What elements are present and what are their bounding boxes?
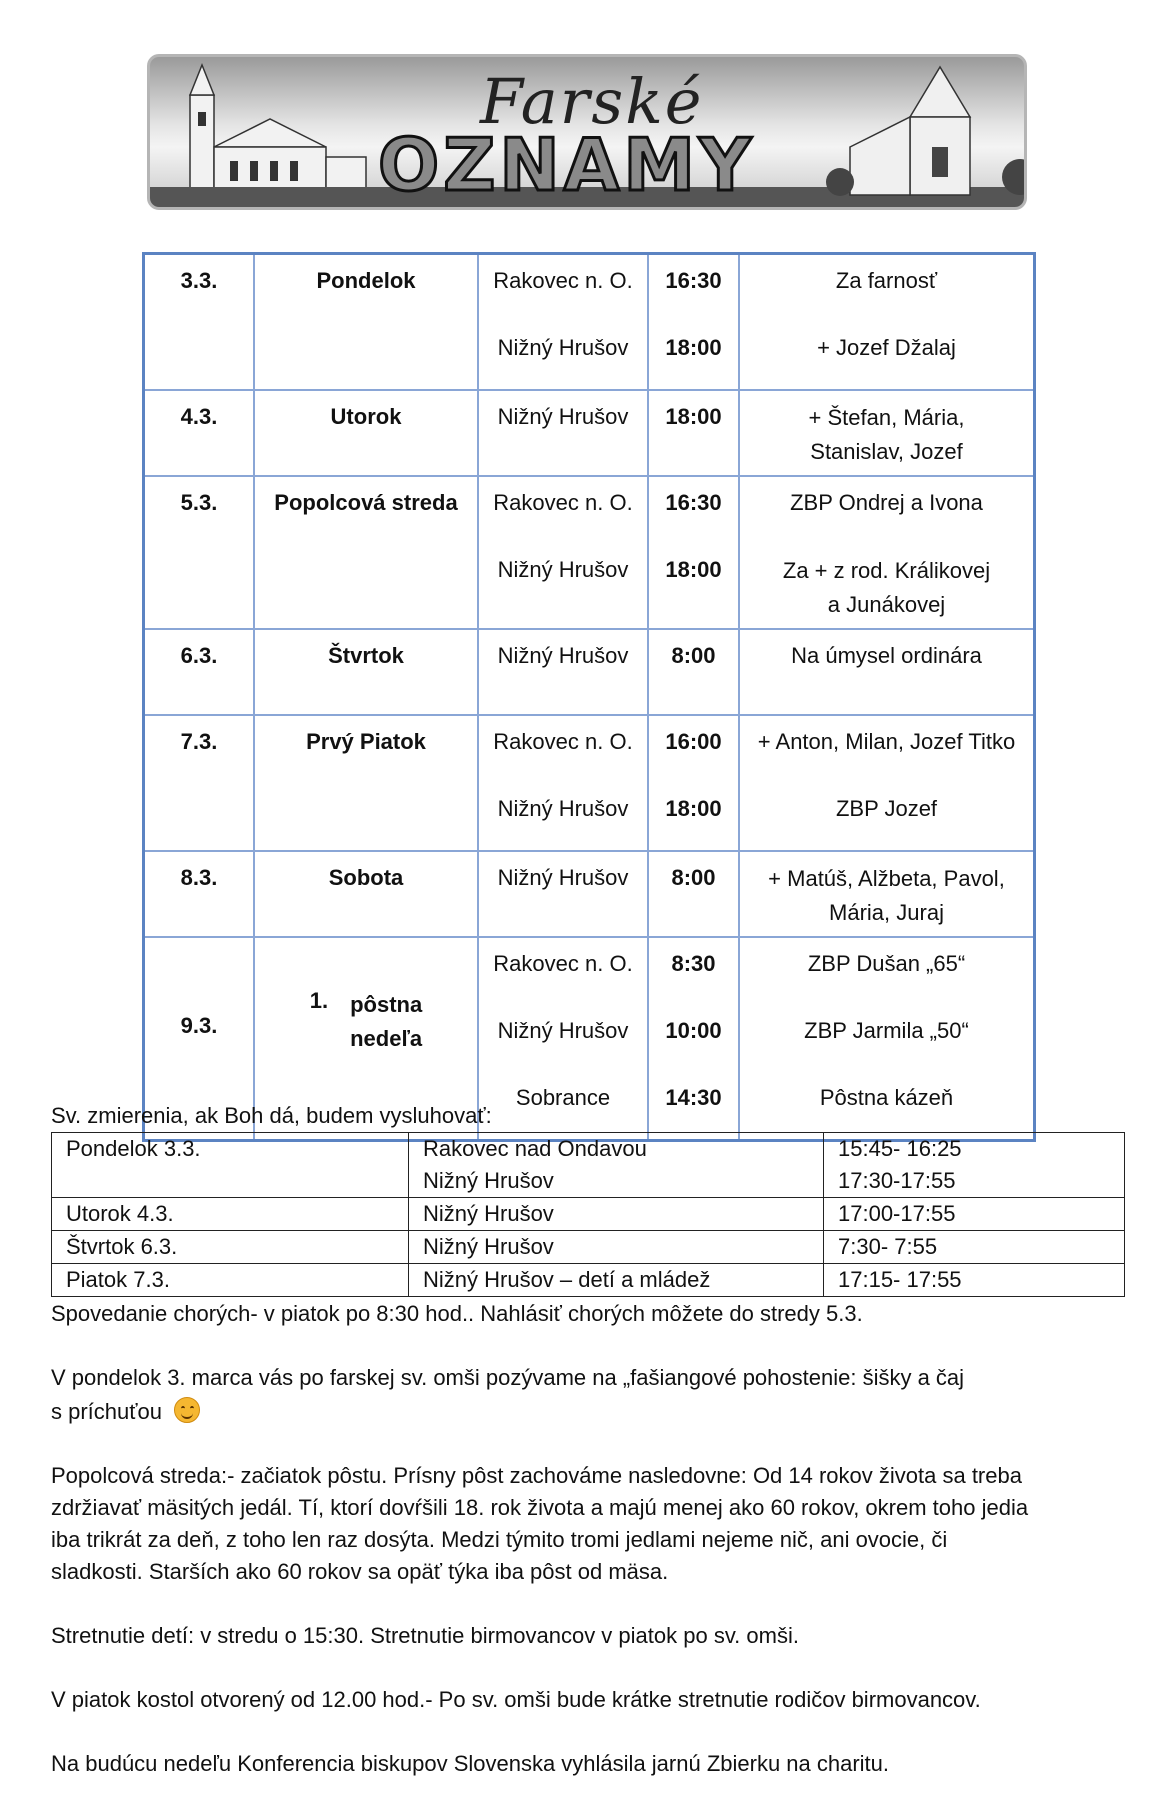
day-cell bbox=[255, 938, 477, 1056]
confession-place: Rakovec nad Ondavou bbox=[423, 1136, 647, 1161]
table-row bbox=[144, 851, 1035, 937]
place-cell: Rakovec n. O. bbox=[493, 490, 633, 515]
table-row bbox=[52, 1133, 1125, 1198]
intention-cell-line2: Stanislav, Jozef bbox=[810, 439, 963, 464]
notice-charity: Na budúcu nedeľu Konferencia biskupov Slovenska vyhlásila jarnú Zbierku na charitu. bbox=[51, 1751, 890, 1776]
table-row bbox=[144, 390, 1035, 476]
intention-cell: + Štefan, Mária, bbox=[808, 405, 965, 430]
notice-sick: Spovedanie chorých- v piatok po 8:30 hod.. Nahlásiť chorých môžete do stredy 5.3. bbox=[51, 1301, 863, 1326]
intention-cell: + Matúš, Alžbeta, Pavol, bbox=[768, 866, 1005, 891]
header-banner bbox=[147, 54, 1027, 210]
place-cell: Nižný Hrušov bbox=[497, 643, 629, 668]
intention-cell: Na úmysel ordinára bbox=[791, 643, 982, 668]
place-cell: Nižný Hrušov bbox=[497, 335, 629, 360]
intention-cell: Pôstna kázeň bbox=[819, 1085, 954, 1110]
day-cell: Utorok bbox=[330, 404, 402, 429]
table-row bbox=[144, 715, 1035, 851]
confession-time: 7:30- 7:55 bbox=[838, 1234, 938, 1259]
notice-meetings: Stretnutie detí: v stredu o 15:30. Stretnutie birmovancov v piatok po sv. omši. bbox=[51, 1623, 799, 1648]
confession-time: 17:15- 17:55 bbox=[838, 1267, 962, 1292]
smiley-icon bbox=[174, 1397, 200, 1423]
confession-place: Nižný Hrušov bbox=[423, 1201, 554, 1226]
time-cell: 14:30 bbox=[665, 1085, 722, 1110]
notice-friday: V piatok kostol otvorený od 12.00 hod.- Po sv. omši bude krátke stretnutie rodičov birmovancov. bbox=[51, 1687, 981, 1712]
place-cell: Rakovec n. O. bbox=[493, 268, 633, 293]
table-row bbox=[144, 476, 1035, 629]
place-cell: Nižný Hrušov bbox=[497, 557, 629, 582]
confession-place-line2: Nižný Hrušov bbox=[423, 1168, 554, 1193]
day-cell: Sobota bbox=[328, 865, 404, 890]
mass-schedule-table bbox=[142, 252, 1036, 1142]
time-cell: 8:30 bbox=[671, 951, 716, 976]
notice-ash-line4: sladkosti. Starších ako 60 rokov sa opäť týka iba pôst od mäsa. bbox=[51, 1559, 669, 1584]
confession-place: Nižný Hrušov – detí a mládež bbox=[423, 1267, 711, 1292]
date-cell: 3.3. bbox=[180, 268, 218, 293]
day-cell: Prvý Piatok bbox=[306, 729, 426, 754]
confession-day: Utorok 4.3. bbox=[66, 1201, 174, 1226]
intention-cell: ZBP Jozef bbox=[835, 796, 938, 821]
table-row bbox=[52, 1264, 1125, 1297]
place-cell: Nižný Hrušov bbox=[497, 865, 629, 890]
confession-time-line2: 17:30-17:55 bbox=[838, 1168, 956, 1193]
place-cell: Nižný Hrušov bbox=[497, 796, 629, 821]
table-row bbox=[52, 1231, 1125, 1264]
time-cell: 8:00 bbox=[671, 865, 716, 890]
intention-cell-line2: a Junákovej bbox=[827, 592, 946, 617]
date-cell: 9.3. bbox=[180, 1012, 218, 1038]
banner-title-oznamy: OZNAMY bbox=[378, 123, 756, 207]
confession-place: Nižný Hrušov bbox=[423, 1234, 554, 1259]
intention-cell: ZBP Dušan „65“ bbox=[807, 951, 966, 976]
intention-cell: + Jozef Džalaj bbox=[817, 335, 956, 360]
notice-monday-line2 bbox=[51, 1396, 200, 1428]
time-cell: 18:00 bbox=[665, 404, 722, 429]
day-number: 1. bbox=[309, 988, 329, 1013]
time-cell: 16:30 bbox=[665, 268, 722, 293]
intention-cell: ZBP Ondrej a Ivona bbox=[790, 490, 983, 515]
table-row bbox=[144, 629, 1035, 715]
time-cell: 18:00 bbox=[665, 335, 722, 360]
date-cell: 5.3. bbox=[180, 490, 218, 515]
table-row bbox=[144, 254, 1035, 391]
confession-day: Štvrtok 6.3. bbox=[66, 1234, 178, 1259]
day-cell: Pondelok bbox=[316, 268, 416, 293]
intention-cell: Za farnosť bbox=[835, 268, 938, 293]
day-word: pôstna bbox=[350, 992, 423, 1017]
time-cell: 16:30 bbox=[665, 490, 722, 515]
date-cell: 4.3. bbox=[180, 404, 218, 429]
time-cell: 8:00 bbox=[671, 643, 716, 668]
notice-ash-line1: Popolcová streda:- začiatok pôstu. Prísny pôst zachováme nasledovne: Od 14 rokov života sa treba bbox=[51, 1463, 1022, 1488]
intention-cell: Za + z rod. Králikovej bbox=[782, 558, 991, 583]
notice-ash-line3: iba trikrát za deň, z toho len raz dosýta. Medzi týmito tromi jedlami nejeme nič, ani ovocie, či bbox=[51, 1527, 948, 1552]
day-cell: Štvrtok bbox=[328, 643, 404, 668]
confession-time: 17:00-17:55 bbox=[838, 1201, 956, 1226]
date-cell: 7.3. bbox=[180, 729, 218, 754]
table-row bbox=[52, 1198, 1125, 1231]
day-word-line2: nedeľa bbox=[350, 1026, 423, 1051]
confession-day: Pondelok 3.3. bbox=[66, 1136, 201, 1161]
time-cell: 10:00 bbox=[665, 1018, 722, 1043]
intention-cell: + Anton, Milan, Jozef Titko bbox=[757, 729, 1016, 754]
time-cell: 18:00 bbox=[665, 557, 722, 582]
place-cell: Nižný Hrušov bbox=[497, 1018, 629, 1043]
notice-monday-line1: V pondelok 3. marca vás po farskej sv. omši pozývame na „fašiangové pohostenie: šišky a čaj bbox=[51, 1365, 965, 1390]
time-cell: 16:00 bbox=[665, 729, 722, 754]
date-cell: 8.3. bbox=[180, 865, 218, 890]
place-cell: Nižný Hrušov bbox=[497, 404, 629, 429]
day-cell: Popolcová streda bbox=[274, 490, 458, 515]
place-cell: Sobrance bbox=[515, 1085, 611, 1110]
intention-cell-line2: Mária, Juraj bbox=[829, 900, 944, 925]
place-cell: Rakovec n. O. bbox=[493, 951, 633, 976]
banner-title-farske: Farské bbox=[480, 65, 704, 138]
confession-table bbox=[51, 1132, 1125, 1297]
time-cell: 18:00 bbox=[665, 796, 722, 821]
notice-ash-line2: zdržiavať mäsitých jedál. Tí, ktorí dovŕšili 18. rok života a majú menej ako 60 rokov, okrem toho jedia bbox=[51, 1495, 1029, 1520]
confession-time: 15:45- 16:25 bbox=[838, 1136, 962, 1161]
intention-cell: ZBP Jarmila „50“ bbox=[804, 1018, 969, 1043]
confession-day: Piatok 7.3. bbox=[66, 1267, 170, 1292]
notice-monday-text: s príchuťou bbox=[51, 1399, 162, 1424]
date-cell: 6.3. bbox=[180, 643, 218, 668]
place-cell: Rakovec n. O. bbox=[493, 729, 633, 754]
confession-heading: Sv. zmierenia, ak Boh dá, budem vysluhovať: bbox=[51, 1103, 492, 1128]
